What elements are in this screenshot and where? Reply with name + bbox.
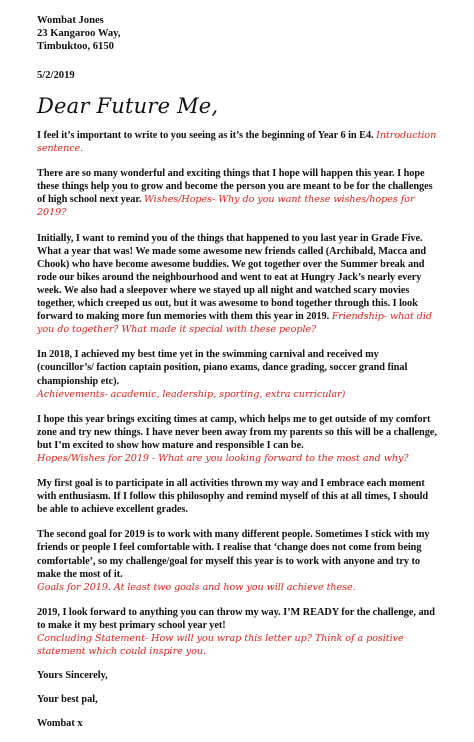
paragraph-text: 2019, I look forward to anything you can throw my way. I’M READY for the challenge, and to make it my best primary school year yet! xyxy=(37,606,435,631)
annotation-note: Introduction sentence. xyxy=(37,130,437,155)
paragraph-text: The second goal for 2019 is to work with many different people. Sometimes I stick with my friends or people I feel comfortable with. I realise that ‘change does not come from being comfortable’, so my challenge/goal for myself this year is to work with anyone and try to make the most of it. xyxy=(37,529,430,580)
paragraph-text: There are so many wonderful and exciting things that I hope will happen this year. I hope these things help you to grow and become the person you are meant to be for the challenges of high school next year. xyxy=(37,168,433,206)
letter-signature: Wombat x xyxy=(37,718,83,730)
sender-address xyxy=(37,14,437,53)
sender-name: Wombat Jones xyxy=(37,15,104,26)
paragraph-text: In 2018, I achieved my best time yet in the swimming carnival and received my (councillor’s/ faction captain position, piano exams, dance grading, soccer grand final championship etc). xyxy=(37,349,408,387)
paragraph-first-goal xyxy=(37,477,437,516)
paragraph-text: I hope this year brings exciting times at camp, which helps me to get outside of my comfort zone and try new things. I have never been away from my parents so this will be a challenge, but I’m excited to show how mature and responsible I can be. xyxy=(37,413,437,451)
letter-greeting: Dear Future Me, xyxy=(37,94,219,118)
annotation-note: Goals for 2019. At least two goals and how you will achieve these. xyxy=(37,581,356,593)
paragraph-text: Initially, I want to remind you of the things that happened to you last year in Grade Five. What a year that was! We made some awesome new friends called (Archibald, Macca and Chook) who have become awesome buddies. We got together over the Summer break and rode our bikes around the neighbourhood and went to eat at Hungry Jack’s nearly every week. We also had a sleepover where we stayed up all night and watched scary movies together, which creeped us out, but it was awesome to bond together through this. I look forward to making more fun memories with them this year in 2019. xyxy=(37,232,427,323)
paragraph-text: My first goal is to participate in all activities thrown my way and I embrace each moment with enthusiasm. If I follow this philosophy and remind myself of this at all times, I should be able to achieve excellent grades. xyxy=(37,478,429,516)
paragraph-text: I feel it’s important to write to you seeing as it’s the beginning of Year 6 in E4. xyxy=(37,130,374,141)
annotation-note: Friendship- what did you do together? What made it special with these people? xyxy=(37,311,432,336)
annotation-note: Concluding Statement- How will you wrap this letter up? Think of a positive statement which could inspire you. xyxy=(37,633,404,658)
paragraph-achievements xyxy=(37,348,437,400)
paragraph-second-goal xyxy=(37,528,437,593)
paragraph-hopes xyxy=(37,413,437,465)
letter-date: 5/2/2019 xyxy=(37,70,75,81)
sender-city: Timbuktoo, 6150 xyxy=(37,41,114,52)
paragraph-conclusion xyxy=(37,606,437,658)
paragraph-wishes xyxy=(37,167,437,219)
annotation-note: Wishes/Hopes- Why do you want these wishes/hopes for 2019? xyxy=(37,194,415,219)
annotation-note: Achievements- academic, leadership, sporting, extra curricular) xyxy=(37,388,346,400)
annotation-note: Hopes/Wishes for 2019 - What are you looking forward to the most and why? xyxy=(37,452,409,464)
sender-street: 23 Kangaroo Way, xyxy=(37,28,121,39)
letter-signoff: Your best pal, xyxy=(37,694,98,706)
letter-page xyxy=(37,14,437,742)
paragraph-friendship xyxy=(37,232,437,337)
letter-closing: Yours Sincerely, xyxy=(37,670,108,682)
paragraph-introduction xyxy=(37,129,437,155)
